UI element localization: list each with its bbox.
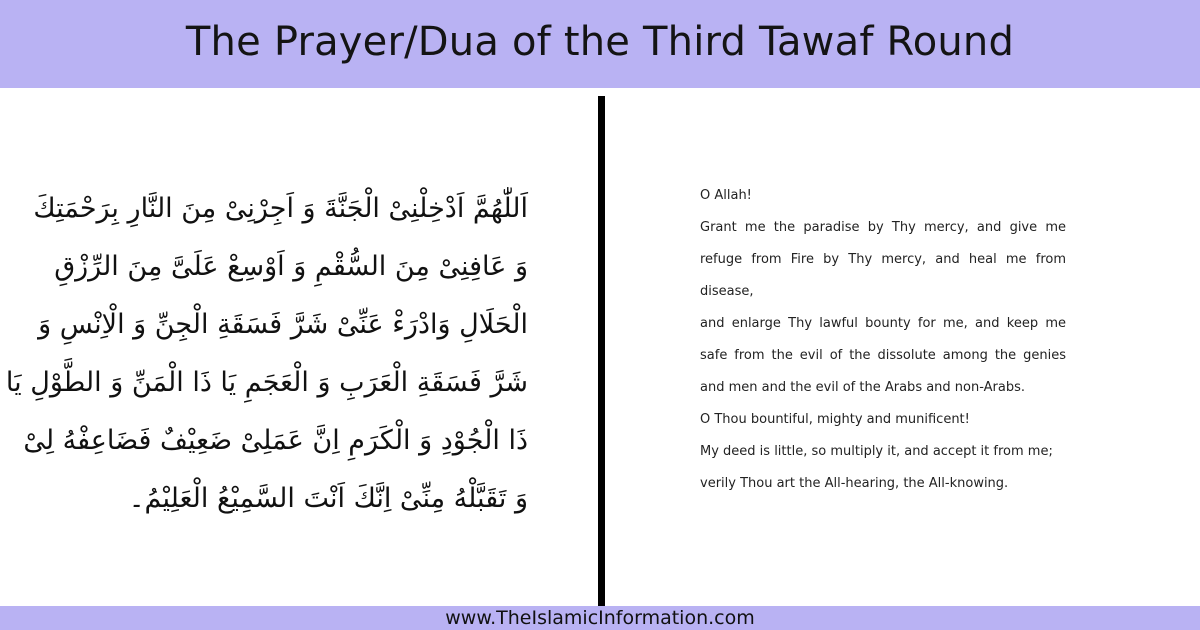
vertical-divider: [598, 96, 605, 606]
english-line-10: verily Thou art the All-hearing, the All-knowing.: [700, 476, 1009, 491]
arabic-line-2: وَ عَافِنِیْ مِنَ السُّقْمِ وَ اَوْسِعْ عَلَیَّ مِنَ الرِّزْقِ: [54, 251, 528, 282]
arabic-dua-text: [5, 180, 528, 528]
english-line-6: safe from the evil of the dissolute among the genies: [700, 348, 1066, 363]
arabic-line-1: اَللّٰهُمَّ اَدْخِلْنِیْ الْجَنَّةَ وَ اَجِرْنِیْ مِنَ النَّارِ بِرَحْمَتِكَ: [33, 193, 528, 224]
english-line-7: and men and the evil of the Arabs and non-Arabs.: [700, 380, 1026, 395]
website-url: www.TheIslamicInformation.com: [445, 607, 755, 629]
english-line-3: refuge from Fire by Thy mercy, and heal me from: [700, 252, 1066, 267]
english-line-9: My deed is little, so multiply it, and accept it from me;: [700, 444, 1053, 459]
arabic-line-3: الْحَلَالِ وَادْرَءْ عَنِّیْ شَرَّ فَسَقَةِ الْجِنِّ وَ الْاِنْسِ وَ: [38, 309, 528, 340]
english-line-1: O Allah!: [700, 188, 752, 203]
arabic-line-5: ذَا الْجُوْدِ وَ الْكَرَمِ اِنَّ عَمَلِیْ ضَعِیْفٌ فَضَاعِفْهُ لِیْ: [23, 425, 528, 456]
english-line-8: O Thou bountiful, mighty and munificent!: [700, 412, 970, 427]
english-translation: [700, 180, 1066, 500]
arabic-line-6: وَ تَقَبَّلْهُ مِنِّیْ اِنَّكَ اَنْتَ السَّمِیْعُ الْعَلِیْمُ۔: [128, 483, 528, 514]
header-bar: [0, 0, 1200, 88]
english-line-5: and enlarge Thy lawful bounty for me, and keep me: [700, 316, 1066, 331]
arabic-line-4: شَرَّ فَسَقَةِ الْعَرَبِ وَ الْعَجَمِ یَا ذَا الْمَنِّ وَ الطَّوْلِ یَا: [5, 367, 528, 398]
page-title: The Prayer/Dua of the Third Tawaf Round: [185, 19, 1015, 65]
english-line-4: disease,: [700, 284, 754, 299]
footer-bar: [0, 606, 1200, 630]
english-line-2: Grant me the paradise by Thy mercy, and give me: [700, 220, 1066, 235]
